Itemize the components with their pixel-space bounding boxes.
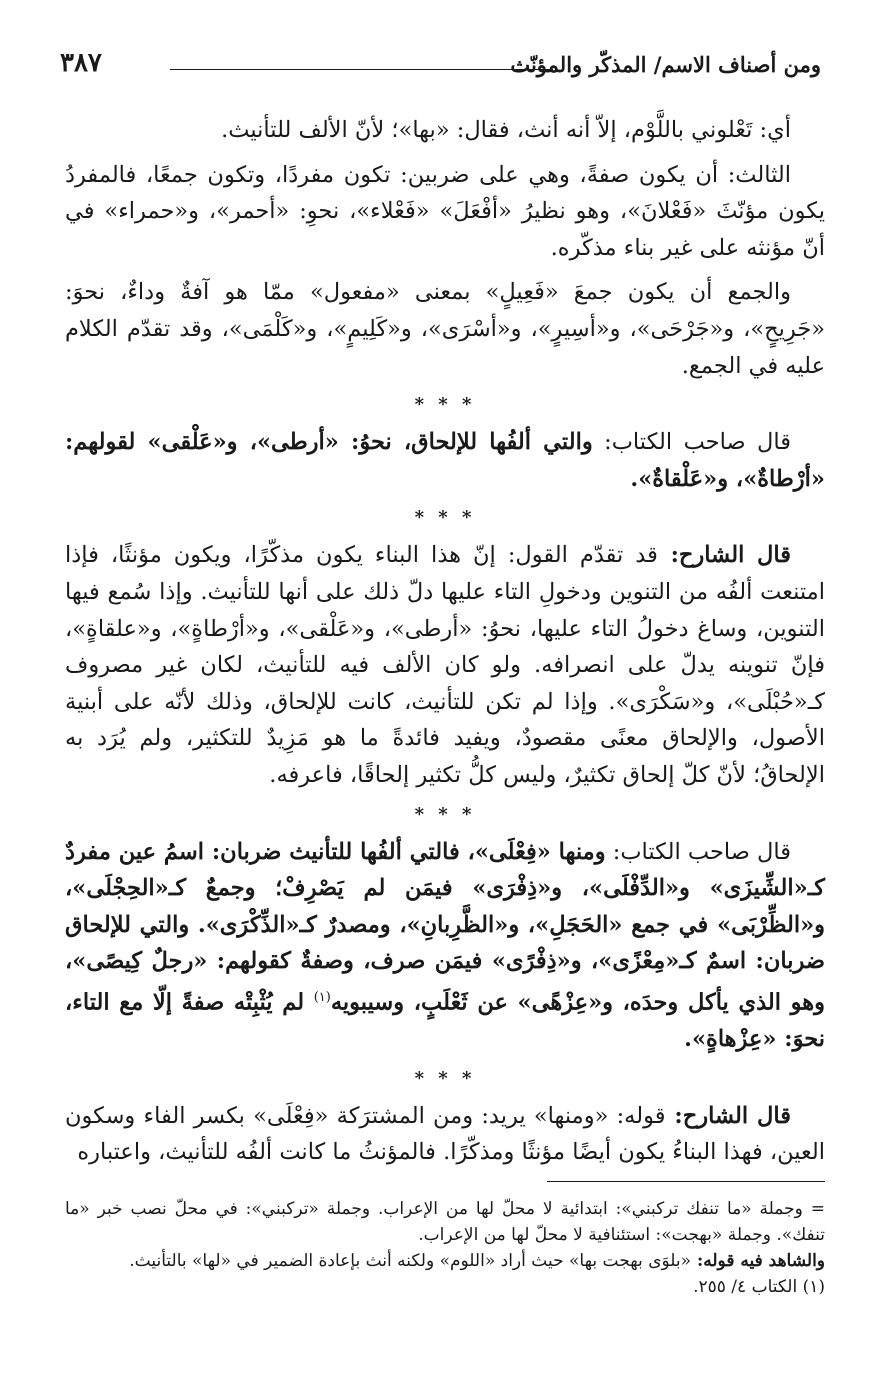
author-text-end: لم يُثْبِتْه صفةً إلّا مع التاء، نحوَ: «عِزْهاةٍ». (65, 989, 825, 1052)
paragraph-4 (65, 424, 825, 497)
paragraph-3: والجمع أن يكون جمعَ «فَعِيلٍ» بمعنى «مفعول» ممّا هو آفةٌ وداءٌ، نحوَ: «جَرِيحٍ»، و«جَرْحَى»، و«أسِيرٍ»، و«أسْرَى»، و«كَلِيمٍ»، و«كَلْمَى»، وقد تقدّم الكلام عليه في الجمع. (65, 279, 825, 379)
footnotes (65, 1196, 825, 1300)
witness-text: «بلوَى بهجت بها» حيث أراد «اللوم» ولكنه أنث بإعادة الضمير في «لها» بالتأنيث. (129, 1251, 692, 1271)
section-divider: * * * (414, 803, 476, 825)
paragraph-2: الثالث: أن يكون صفةً، وهي على ضربين: تكون مفردًا، وتكون جمعًا، فالمفردُ يكون مؤنّثَ «فَعْلانَ»، وهو نظيرُ «أفْعَلَ» «فَعْلاء»، نحوِ: «أحمر»، و«حمراء» في أنّ مؤنثه على غير بناء مذكّره. (65, 161, 825, 261)
witness-label: والشاهد فيه قوله: (691, 1251, 825, 1271)
footnote-continuation: = وجملة «ما تنفك تركبني»: ابتدائية لا محلّ لها من الإعراب. وجملة «تركبني»: في محلّ نصب خبر «ما تنفك». وجملة «بهجت»: استئنافية لا محلّ لها من الإعراب. (65, 1199, 825, 1245)
commentary-text: قوله: «ومنها» يريد: ومن المشترَكة «فِعْلَى» بكسر الفاء وسكون العين، فهذا البناءُ يكون أيضًا مؤنثًا ومذكّرًا. فالمؤنثُ ما كانت ألفُه للتأنيث، واعتباره (65, 1102, 825, 1166)
commentator-label: قال الشارح: (657, 542, 791, 569)
footnote-rule (547, 1181, 825, 1182)
paragraph-5 (65, 537, 825, 793)
page-number: ٣٨٧ (60, 48, 102, 78)
section-divider: * * * (414, 1067, 476, 1089)
paragraph-7 (65, 1098, 825, 1171)
commentator-label: قال الشارح: (665, 1102, 791, 1129)
section-divider: * * * (414, 507, 476, 529)
author-text: ومنها «فِعْلَى»، فالتي ألفُها للتأنيث ضربان: اسمُ عين مفردٌ كـ«الشِّيزَى» و«الدِّفْلَى»، و«ذِفْرَى» فيمَن لم يَصْرِفْ؛ وجمعٌ كـ«الحِجْلَى»، و«الظِّرْبَى» في جمع «الحَجَلِ»، و«الظَّرِبانِ»، ومصدرٌ كـ«الذِّكْرَى». والتي للإلحاق ضربان: اسمٌ كـ«مِعْزًى»، و«ذِفْرًى» فيمَن صرف، وصفةٌ كقولهم: «رجلٌ كِيصًى»، وهو الذي يأكل وحدَه، و«عِزْهًى» عن ثَعْلَبٍ، وسيبويه (65, 838, 826, 1016)
footnote-witness (65, 1248, 825, 1274)
author-text: والتي ألفُها للإلحاق، نحوُ: «أرطى»، و«عَلْقى» لقولهم: «أرْطاةٌ»، و«عَلْقاةٌ». (65, 429, 825, 492)
footnote-1: (١) الكتاب ٤/ ٢٥٥. (693, 1277, 825, 1297)
author-intro: قال صاحب الكتاب: (605, 838, 791, 865)
running-header (60, 48, 821, 84)
main-text (65, 112, 825, 1171)
footnote-ref: (١) (313, 989, 331, 1005)
header-title: ومن أصناف الاسم/ المذكّر والمؤنّث (510, 52, 821, 77)
section-divider: * * * (414, 394, 476, 416)
header-rule (170, 69, 553, 70)
paragraph-1: أي: تَعْلوني باللَّوْم، إلاّ أنه أنث، فقال: «بها»؛ لأنّ الألف للتأنيث. (221, 117, 791, 143)
commentary-text: قد تقدّم القول: إنّ هذا البناء يكون مذكّرًا، ويكون مؤنثًا، فإذا امتنعت ألفُه من التنوين ودخولِ التاء عليها دلّ ذلك على أنها للتأنيث. وإذا سُمع فيها التنوين، وساغ دخولُ التاء عليها، نحوُ: «أرطى»، و«عَلْقى»، و«أرْطاةٍ»، و«علقاةٍ»، فإنّ تنوينه يدلّ على انصرافه. ولو كان الألف فيه للتأنيث، لكان غير مصروف كـ«حُبْلَى»، و«سَكْرَى». وإذا لم تكن للتأنيث، كانت للإلحاق، وذلك لأنّه على أبنية الأصول، والإلحاق معنًى مقصودٌ، ويفيد فائدةً ما هو مَزِيدٌ للتكثير، ولم يُرَد به الإلحاقُ؛ لأنّ كلّ إلحاق تكثيرٌ، وليس كلُّ تكثير إلحاقًا، فاعرفه. (65, 542, 825, 788)
author-intro: قال صاحب الكتاب: (592, 429, 791, 456)
paragraph-6 (65, 834, 825, 1058)
